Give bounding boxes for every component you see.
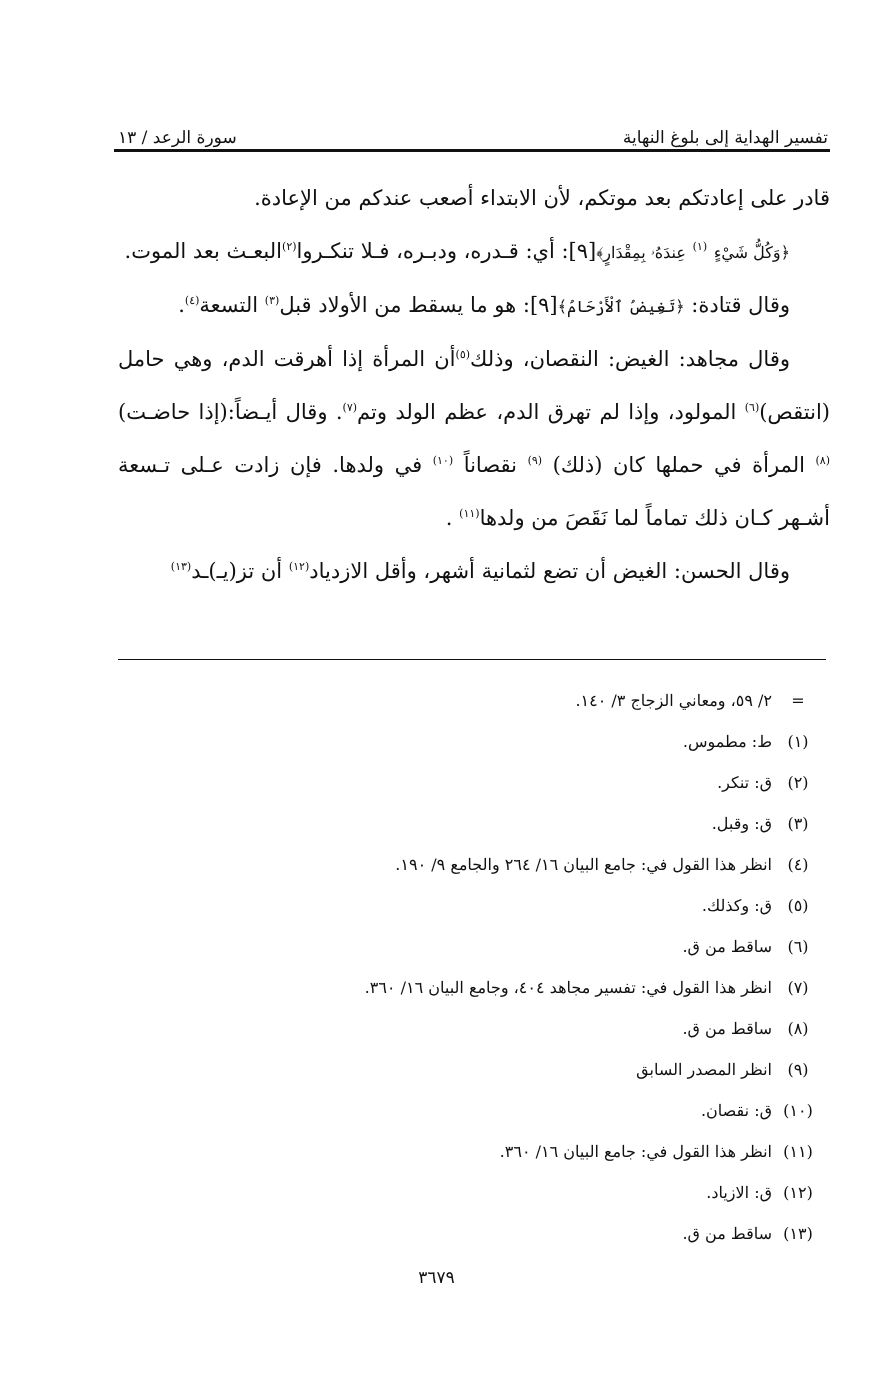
- running-header: [118, 112, 828, 148]
- paragraph-2: [118, 225, 830, 279]
- footnote-ref[interactable]: (١١): [459, 507, 480, 520]
- footnote-text: ساقط من ق.: [682, 1019, 772, 1038]
- paragraph-text: وقال الحسن: الغيض أن تضع لثمانية أشهر، وأقل الازدياد: [309, 559, 790, 583]
- quran-quote: ﴿تَغِيضُ ٱلْأَرْحَامُ﴾: [557, 297, 685, 316]
- page-number: ٣٦٧٩: [418, 1268, 455, 1288]
- footnote-number: (١١): [783, 1142, 813, 1161]
- book-title: تفسير الهداية إلى بلوغ النهاية: [622, 128, 828, 148]
- footnote-item: [118, 803, 824, 844]
- surah-reference: سورة الرعد / ١٣: [118, 128, 237, 148]
- footnote-ref[interactable]: (٧): [342, 401, 358, 414]
- paragraph-text: وقال مجاهد: الغيض: النقصان، وذلك: [470, 347, 790, 371]
- header-divider: [114, 149, 830, 152]
- footnote-text: ق: نقصان.: [700, 1101, 772, 1120]
- footnote-number: (٨): [787, 1019, 809, 1038]
- footnote-text: ق: وقبل.: [711, 814, 772, 833]
- quran-quote: ﴿وَكُلُّ شَيْءٍ: [713, 243, 790, 262]
- footnote-ref[interactable]: (١٠): [432, 454, 454, 467]
- footnote-ref[interactable]: (١٣): [170, 560, 192, 573]
- paragraph-5: [118, 545, 830, 598]
- footnote-text: ساقط من ق.: [682, 937, 772, 956]
- footnote-ref[interactable]: (٩): [527, 454, 543, 467]
- paragraph-text: المرأة في حملها كان (ذلك): [552, 453, 805, 477]
- footnote-ref[interactable]: (٥): [455, 348, 471, 361]
- paragraph-text: [٩]: أي: قـدره، ودبـره، فـلا تنكـروا: [296, 239, 597, 263]
- quran-quote: عِندَهُۥ بِمِقْدَارٍ﴾: [596, 243, 686, 262]
- footnote-number: (١): [787, 732, 809, 751]
- footnote-item: [118, 1213, 824, 1254]
- footnote-item: [118, 967, 824, 1008]
- main-text: [118, 172, 830, 598]
- footnotes-list: [118, 680, 824, 1254]
- footnote-text: ساقط من ق.: [682, 1224, 772, 1243]
- footnote-number: (٢): [787, 773, 809, 792]
- footnote-item: [118, 926, 824, 967]
- footnote-ref[interactable]: (١٢): [288, 560, 310, 573]
- paragraph-text: .: [445, 506, 453, 530]
- footnote-text: انظر المصدر السابق: [636, 1060, 772, 1079]
- paragraph-text: أن تز(يـ)ـد: [191, 559, 283, 583]
- paragraph-text: المولود، وإذا لم تهرق الدم، عظم الولد وتم: [357, 400, 737, 424]
- footnote-number: (١٣): [783, 1224, 813, 1243]
- footnote-ref[interactable]: (٨): [815, 454, 830, 467]
- footnote-item: [118, 762, 824, 803]
- paragraph-text: التسعة: [199, 293, 259, 317]
- footnote-number: (٧): [787, 978, 809, 997]
- paragraph-1-text: قادر على إعادتكم بعد موتكم، لأن الابتداء أصعب عندكم من الإعادة.: [254, 186, 830, 210]
- footnote-item: [118, 680, 824, 721]
- footnote-number: =: [791, 691, 805, 710]
- footnote-text: انظر هذا القول في: جامع البيان ١٦/ ٣٦٠.: [499, 1142, 772, 1161]
- footnote-ref[interactable]: (١): [692, 240, 708, 253]
- footnote-ref[interactable]: (٢): [282, 240, 297, 253]
- footnote-number: (١٢): [783, 1183, 813, 1202]
- footnote-number: (٤): [787, 855, 809, 874]
- footnote-text: ق: تنكر.: [717, 773, 772, 792]
- paragraph-text: [٩]: هو ما يسقط من الأولاد قبل: [279, 293, 558, 317]
- paragraph-text: أن المرأة إذا أهرقت الدم، وهي حامل (انتقص): [118, 347, 830, 424]
- paragraph-text: في ولدها. فإن زادت عـلى تـسعة أشـهر كـان ذلك تماماً لما نَقَصَ من ولدها: [118, 453, 830, 530]
- footnote-text: ق: وكذلك.: [701, 896, 772, 915]
- footnote-item: [118, 885, 824, 926]
- footnote-item: [118, 1131, 824, 1172]
- paragraph-text: نقصاناً: [463, 453, 518, 477]
- footnote-item: [118, 1172, 824, 1213]
- footnote-item: [118, 1049, 824, 1090]
- paragraph-1: [118, 172, 830, 225]
- footnote-text: انظر هذا القول في: تفسير مجاهد ٤٠٤، وجامع البيان ١٦/ ٣٦٠.: [364, 978, 772, 997]
- footnote-number: (٩): [787, 1060, 809, 1079]
- footnote-number: (٥): [787, 896, 809, 915]
- footnote-ref[interactable]: (٤): [184, 294, 200, 307]
- footnote-text: ق: الازياد.: [706, 1183, 772, 1202]
- paragraph-text: وقال قتادة:: [691, 293, 790, 317]
- footnote-number: (٣): [787, 814, 809, 833]
- paragraph-3: [118, 279, 830, 333]
- footnote-item: [118, 1008, 824, 1049]
- paragraph-text: . وقال أيـضاً:(إذا حاضـت): [118, 400, 343, 424]
- footnote-text: انظر هذا القول في: جامع البيان ١٦/ ٢٦٤ والجامع ٩/ ١٩٠.: [395, 855, 772, 874]
- footnotes-divider: [118, 659, 826, 660]
- paragraph-text: البعـث بعد الموت.: [124, 239, 283, 263]
- footnote-item: [118, 721, 824, 762]
- footnote-ref[interactable]: (٦): [744, 401, 760, 414]
- footnote-number: (٦): [787, 937, 809, 956]
- footnote-item: [118, 1090, 824, 1131]
- paragraph-4: [118, 333, 830, 545]
- footnote-ref[interactable]: (٣): [264, 294, 280, 307]
- footnote-text: ط: مطموس.: [682, 732, 772, 751]
- footnote-number: (١٠): [783, 1101, 813, 1120]
- footnote-text: ٢/ ٥٩، ومعاني الزجاج ٣/ ١٤٠.: [575, 691, 772, 710]
- footnote-item: [118, 844, 824, 885]
- paragraph-text: .: [178, 293, 185, 317]
